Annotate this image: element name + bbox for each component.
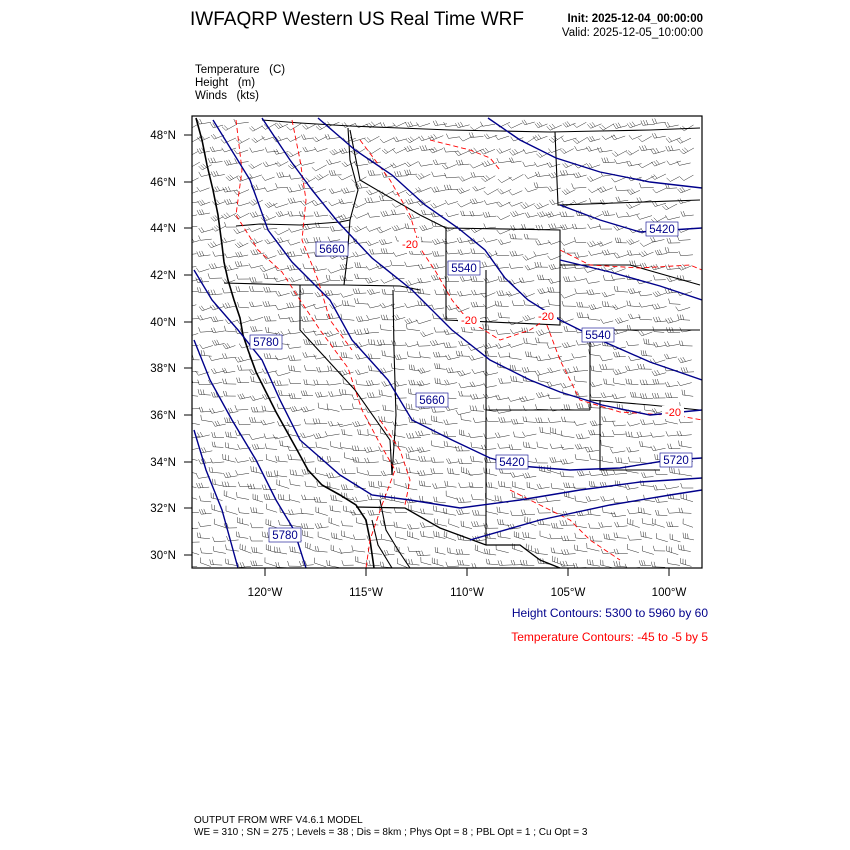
field-unit: (m) <box>237 77 256 89</box>
lon-tick-label: 105°W <box>550 587 586 599</box>
height-label-text: 5540 <box>585 330 611 342</box>
height-label <box>646 222 678 236</box>
height-contours-note: Height Contours: 5300 to 5960 by 60 <box>511 606 708 620</box>
temperature-label <box>458 314 480 327</box>
height-label <box>496 455 528 469</box>
init-time: Init: 2025-12-04_00:00:00 <box>567 13 703 25</box>
lat-tick-label: 30°N <box>150 550 176 562</box>
lat-tick-label: 46°N <box>150 177 176 189</box>
field-unit: (kts) <box>236 90 259 102</box>
temperature-label-text: -20 <box>461 315 477 327</box>
height-contour <box>318 118 702 380</box>
lat-tick-label: 34°N <box>150 457 176 469</box>
temperature-label-text: -20 <box>665 407 681 419</box>
model-config-line: WE = 310 ; SN = 275 ; Levels = 38 ; Dis = 8km ; Phys Opt = 8 ; PBL Opt = 1 ; Cu Opt = 3 <box>194 827 588 838</box>
lon-tick-label: 115°W <box>349 587 383 599</box>
lon-tick-label: 100°W <box>651 587 687 599</box>
lon-tick-label: 120°W <box>247 587 283 599</box>
lat-tick-label: 32°N <box>150 503 176 515</box>
field-name: Height <box>195 77 229 89</box>
longitude-axis <box>248 587 687 599</box>
latitude-axis <box>150 130 176 562</box>
height-contour <box>560 205 702 232</box>
temperature-label <box>399 238 421 251</box>
gulf-of-california <box>372 500 410 568</box>
temperature-contour <box>430 140 500 170</box>
valid-time: Valid: 2025-12-05_10:00:00 <box>561 27 703 39</box>
height-label <box>269 528 301 542</box>
lat-tick-label: 44°N <box>150 223 176 235</box>
height-label-text: 5780 <box>253 337 279 349</box>
lon-tick-label: 110°W <box>450 587 484 599</box>
lat-tick-label: 48°N <box>150 130 176 142</box>
lat-tick-label: 36°N <box>150 410 176 422</box>
border-or-ca-nv-id <box>224 283 420 290</box>
field-name: Winds <box>195 90 227 102</box>
temperature-label-text: -20 <box>402 239 418 251</box>
height-label <box>660 453 692 467</box>
border-nd-sd <box>555 132 700 205</box>
height-label <box>448 261 480 275</box>
height-label <box>582 328 614 342</box>
temperature-contours-note: Temperature Contours: -45 to -5 by 5 <box>511 630 708 644</box>
lat-tick-label: 38°N <box>150 363 176 375</box>
latitude-ticks <box>184 135 192 555</box>
height-label-text: 5780 <box>272 530 298 542</box>
lat-tick-label: 40°N <box>150 317 176 329</box>
field-name: Temperature <box>195 64 260 76</box>
height-label-text: 5420 <box>649 224 675 236</box>
border-nv-ut <box>392 290 396 475</box>
field-unit: (C) <box>269 64 286 76</box>
temperature-label <box>535 310 557 323</box>
temperature-contour-labels <box>399 238 684 419</box>
temperature-label <box>662 406 684 419</box>
height-contour <box>213 120 702 470</box>
plot-title: IWFAQRP Western US Real Time WRF <box>190 9 524 30</box>
height-contour-labels <box>250 222 692 542</box>
height-label-text: 5540 <box>451 263 477 275</box>
temperature-contour <box>292 120 352 350</box>
height-label <box>416 393 448 407</box>
border-ne-ks <box>560 265 700 410</box>
model-output-line: OUTPUT FROM WRF V4.6.1 MODEL <box>194 815 363 826</box>
height-label <box>250 335 282 349</box>
temperature-label-text: -20 <box>538 311 554 323</box>
border-wa-or <box>236 220 350 226</box>
height-label-text: 5660 <box>419 395 445 407</box>
longitude-ticks <box>265 568 669 576</box>
height-contour <box>488 118 702 188</box>
border-mt <box>350 130 446 228</box>
height-label-text: 5420 <box>499 457 525 469</box>
height-label <box>316 242 348 256</box>
height-label-text: 5660 <box>319 244 345 256</box>
lat-tick-label: 42°N <box>150 270 176 282</box>
height-label-text: 5720 <box>663 455 689 467</box>
